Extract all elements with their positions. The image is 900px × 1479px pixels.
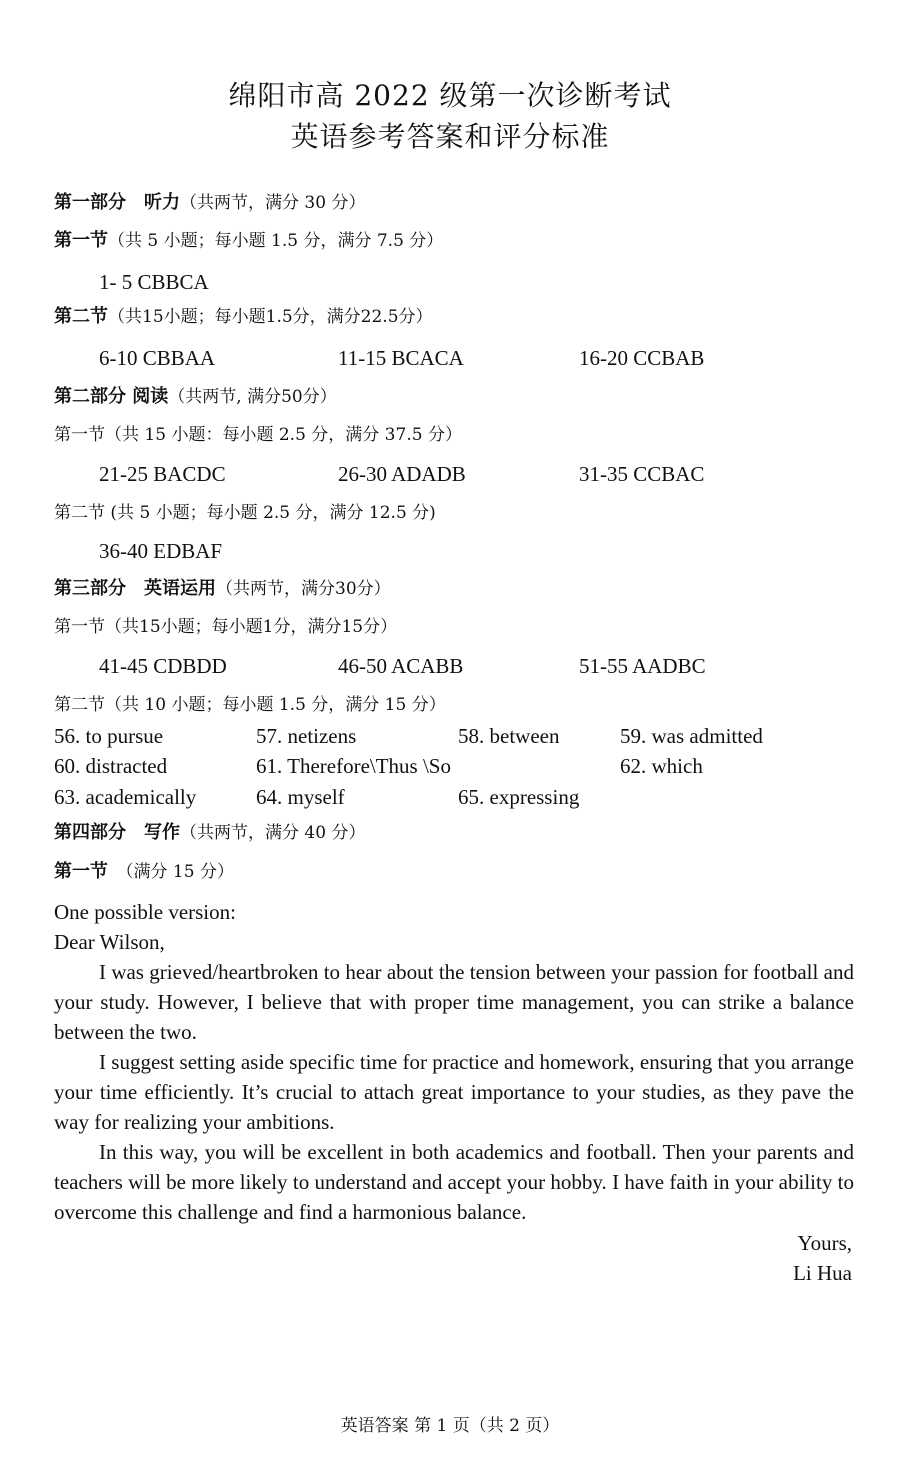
answer-group: 31-35 CCBAC — [579, 462, 705, 486]
fill-answer: 62. which — [620, 754, 703, 778]
essay-paragraph: I was grieved/heartbroken to hear about the tension between your passion for football and your study. However, I believe that with proper time management, you can strike a balance between the two. — [54, 960, 854, 1044]
answer-group: 16-20 CCBAB — [579, 346, 705, 370]
part1-sec1-note: （共 5 小题；每小题 1.5 分，满分 7.5 分） — [108, 231, 444, 251]
part3-note: （共两节，满分30分） — [216, 579, 391, 599]
part4-sec1-label: 第一节 — [54, 861, 108, 882]
answer-group: 36-40 EDBAF — [99, 539, 223, 563]
essay-intro: One possible version: — [54, 900, 236, 924]
part3-sec2-note: （共 10 小题；每小题 1.5 分，满分 15 分） — [105, 695, 446, 715]
part3-sec1-note: （共15小题；每小题1分，满分15分） — [105, 617, 398, 637]
fill-answer: 65. expressing — [458, 785, 580, 809]
page-footer: 英语答案 第 1 页（共 2 页） — [340, 1416, 560, 1436]
part2-sec2-note: (共 5 小题；每小题 2.5 分，满分 12.5 分) — [105, 503, 436, 523]
part4-note: （共两节，满分 40 分） — [180, 823, 366, 843]
part1-header — [54, 191, 365, 215]
fill-answer: 60. distracted — [54, 754, 168, 778]
essay-paragraph: I suggest setting aside specific time for practice and homework, ensuring that you arrange your time efficiently. It’s crucial to attach great importance to your studies, as they pave the way for realizing your ambitions. — [54, 1050, 854, 1134]
answer-group: 1- 5 CBBCA — [99, 270, 209, 294]
fill-answer: 59. was admitted — [620, 724, 763, 748]
part4-sec1-note: （满分 15 分） — [108, 862, 234, 882]
answer-group: 21-25 BACDC — [99, 462, 226, 486]
answer-group: 11-15 BCACA — [338, 346, 464, 370]
part2-note: （共两节, 满分50分） — [168, 387, 337, 407]
part1-sec1-label: 第一节 — [54, 230, 108, 251]
part3-sec2-label: 第二节 — [54, 695, 105, 715]
part3-sec2-header — [54, 693, 446, 717]
part2-header — [54, 385, 337, 409]
part2-sec2-label: 第二节 — [54, 503, 105, 523]
essay-paragraph: In this way, you will be excellent in both academics and football. Then your parents and teachers will be more likely to understand and accept your hobby. I have faith in your ability to overcome this challenge and find a harmonious balance. — [54, 1140, 854, 1224]
part2-title: 第二部分 阅读 — [54, 386, 169, 407]
part3-title: 第三部分 英语运用 — [54, 578, 216, 599]
part4-header — [54, 821, 365, 845]
part1-sec2-note: （共15小题；每小题1.5分，满分22.5分） — [108, 307, 433, 327]
part1-sec1-header — [54, 229, 443, 253]
part1-title: 第一部分 听力 — [54, 192, 180, 213]
page-title: 绵阳市高 2022 级第一次诊断考试 — [228, 79, 672, 112]
answer-group: 51-55 AADBC — [579, 654, 706, 678]
part3-header — [54, 577, 391, 601]
answer-group: 41-45 CDBDD — [99, 654, 227, 678]
answer-group: 26-30 ADADB — [338, 462, 466, 486]
essay-greeting: Dear Wilson, — [54, 930, 165, 954]
fill-answer: 63. academically — [54, 785, 197, 809]
part1-sec2-label: 第二节 — [54, 306, 108, 327]
part3-sec1-header — [54, 615, 397, 639]
part1-sec2-header — [54, 305, 433, 329]
part3-sec1-label: 第一节 — [54, 617, 105, 637]
part2-sec1-note: （共 15 小题：每小题 2.5 分，满分 37.5 分） — [105, 425, 462, 445]
essay-closing: Yours, — [797, 1231, 852, 1255]
page-subtitle: 英语参考答案和评分标准 — [290, 120, 610, 153]
essay-body — [54, 957, 854, 1227]
answer-group: 6-10 CBBAA — [99, 346, 216, 370]
part2-sec1-label: 第一节 — [54, 425, 105, 445]
fill-answer: 56. to pursue — [54, 724, 164, 748]
fill-answer: 61. Therefore\Thus \So — [256, 754, 451, 778]
answer-group: 46-50 ACABB — [338, 654, 464, 678]
part4-title: 第四部分 写作 — [54, 822, 180, 843]
fill-answer: 57. netizens — [256, 724, 357, 748]
essay-signature: Li Hua — [793, 1261, 852, 1285]
fill-answer: 58. between — [458, 724, 560, 748]
part2-sec1-header — [54, 423, 462, 447]
part1-note: （共两节，满分 30 分） — [180, 193, 366, 213]
part4-sec1-header — [54, 860, 234, 884]
part2-sec2-header — [54, 501, 436, 525]
fill-answer: 64. myself — [256, 785, 345, 809]
